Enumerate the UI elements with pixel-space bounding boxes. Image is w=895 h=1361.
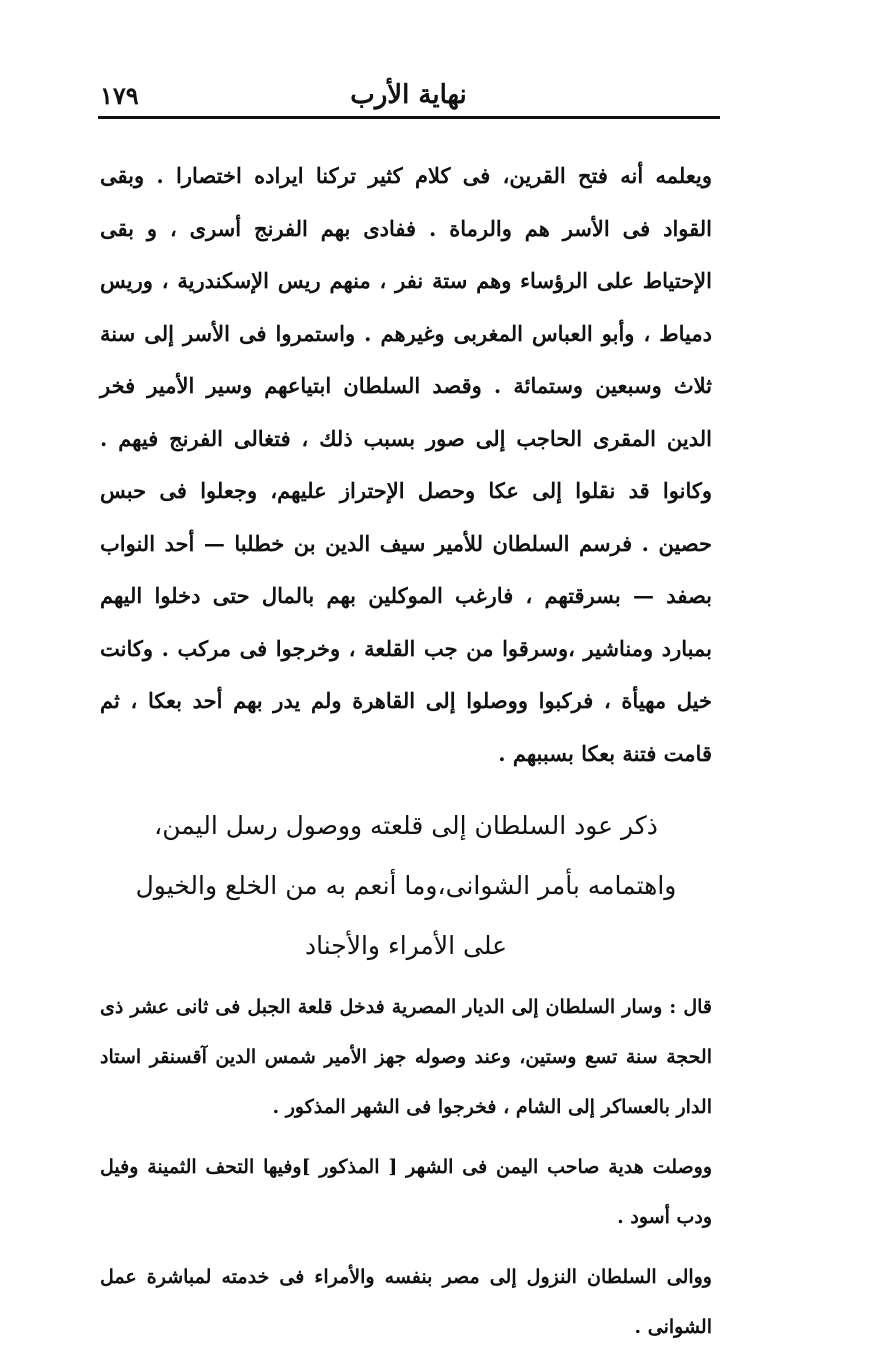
page-header xyxy=(100,70,717,114)
body-paragraph-3: ووصلت هدية صاحب اليمن فى الشهر [ المذكور ]وفيها التحف الثمينة وفيل ودب أسود . xyxy=(100,1156,712,1228)
running-title: نهاية الأرب xyxy=(350,80,467,110)
body-paragraph-2: قال : وسار السلطان إلى الديار المصرية فدخل قلعة الجبل فى ثانى عشر ذى الحجة سنة تسع وستين، وعند وصوله جهز الأمير شمس الدين آقسنقر استاد الدار بالعساكر إلى الشام ، فخرجوا فى الشهر المذكور . xyxy=(100,996,712,1118)
section-heading-line-1: ذكر عود السلطان إلى قلعته ووصول رسل اليمن، xyxy=(154,811,658,840)
section-heading-line-2: واهتمامه بأمر الشوانى،وما أنعم به من الخلع والخيول xyxy=(135,871,677,900)
body-paragraph-1: ويعلمه أنه فتح القرين، فى كلام كثير تركنا ايراده اختصارا . وبقى القواد فى الأسر هم والرماة . ففادى بهم الفرنج أسرى ، و بقى الإحتياط على الرؤساء وهم ستة نفر ، منهم ريس الإسكندرية ، وريس دمياط ، وأبو العباس المغربى وغيرهم . واستمروا فى الأسر إلى سنة ثلاث وسبعين وستمائة . وقصد السلطان ابتياعهم وسير الأمير فخر الدين المقرى الحاجب إلى صور بسبب ذلك ، فتغالى الفرنج فيهم . وكانوا قد نقلوا إلى عكا وحصل الإحتراز عليهم، وجعلوا فى حبس حصين . فرسم السلطان للأمير سيف الدين بن خطلبا — أحد النواب بصفد — بسرقتهم ، فارغب الموكلين بهم بالمال حتى دخلوا اليهم بمبارد ومناشير ،وسرقوا من جب القلعة ، وخرجوا فى مركب . وكانت خيل مهيأة ، فركبوا ووصلوا إلى القاهرة ولم يدر بهم أحد بعكا ، ثم قامت فتنة بعكا بسببهم . xyxy=(100,163,712,766)
body-paragraph-4: ووالى السلطان النزول إلى مصر بنفسه والأمراء فى خدمته لمباشرة عمل الشوانى . xyxy=(100,1266,712,1338)
page-number: ١٧٩ xyxy=(100,81,139,110)
section-heading-line-3: على الأمراء والأجناد xyxy=(304,931,508,960)
section-heading xyxy=(100,796,712,976)
page-body xyxy=(100,150,712,1352)
header-rule xyxy=(98,116,720,119)
